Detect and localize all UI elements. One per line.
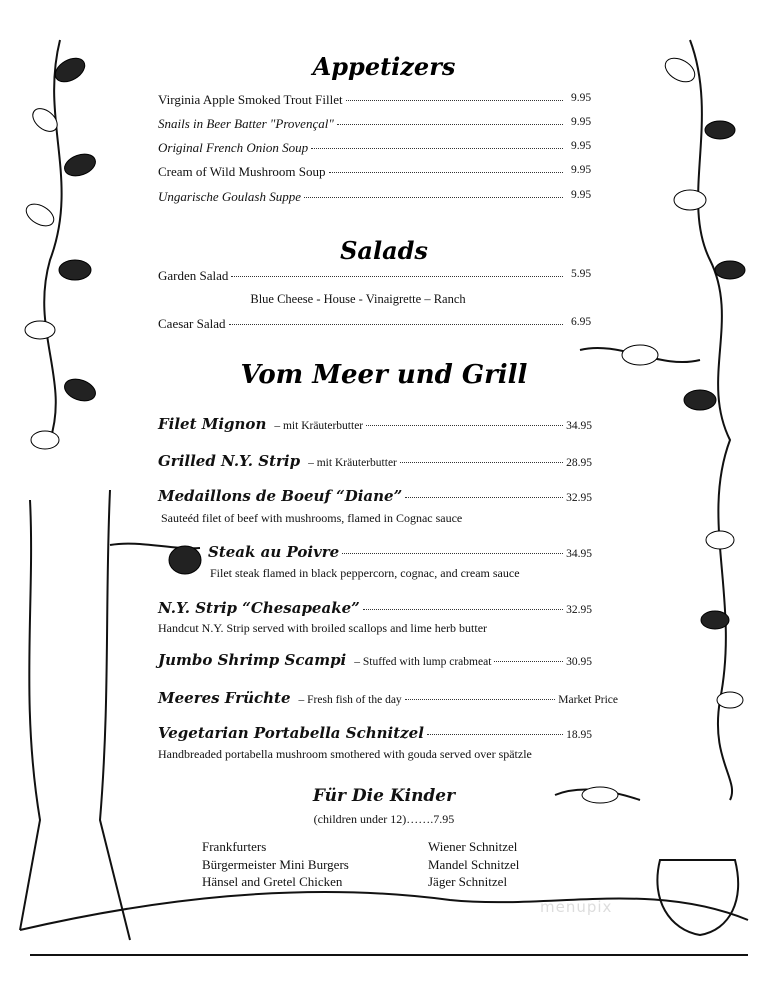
item-subtitle: – Fresh fish of the day xyxy=(298,694,402,706)
menu-item xyxy=(158,415,592,433)
item-name: Ungarische Goulash Suppe xyxy=(158,189,301,204)
item-subtitle: – mit Kräuterbutter xyxy=(308,457,397,469)
item-price: 34.95 xyxy=(566,420,592,432)
item-price: 9.95 xyxy=(571,140,592,152)
kids-menu-left xyxy=(202,838,349,891)
kids-item: Jäger Schnitzel xyxy=(428,874,508,889)
item-price: 9.95 xyxy=(571,116,592,128)
item-price: 32.95 xyxy=(566,604,592,616)
grill-heading: Vom Meer und Grill xyxy=(240,360,528,390)
kids-item: Mandel Schnitzel xyxy=(428,856,520,872)
item-name: Medaillons de Boeuf “Diane” xyxy=(158,487,403,505)
item-name: Filet Mignon xyxy=(158,415,267,433)
kids-item: Wiener Schnitzel xyxy=(428,839,518,854)
item-description: Handcut N.Y. Strip served with broiled scallops and lime herb butter xyxy=(158,621,488,635)
menu-item xyxy=(158,599,592,617)
menu-item xyxy=(158,140,566,156)
item-price: Market Price xyxy=(558,694,618,706)
item-name: Meeres Früchte xyxy=(158,689,291,707)
appetizers-heading: Appetizers xyxy=(312,52,456,81)
item-name: Jumbo Shrimp Scampi xyxy=(158,651,347,669)
menu-item xyxy=(158,724,592,742)
kids-item: Frankfurters xyxy=(202,839,267,854)
menu-item xyxy=(158,164,566,180)
menu-item xyxy=(158,316,566,332)
item-price: 5.95 xyxy=(571,268,592,280)
kids-item: Hänsel and Gretel Chicken xyxy=(202,874,343,889)
dressing-options: Blue Cheese - House - Vinaigrette – Ranch xyxy=(250,292,466,306)
menu-item xyxy=(208,543,592,561)
item-name: Garden Salad xyxy=(158,268,229,283)
kids-heading: Für Die Kinder xyxy=(312,786,456,806)
item-name: Steak au Poivre xyxy=(208,543,340,561)
item-price: 6.95 xyxy=(571,316,592,328)
item-name: Cream of Wild Mushroom Soup xyxy=(158,164,326,179)
item-name: Caesar Salad xyxy=(158,316,226,331)
item-subtitle: – mit Kräuterbutter xyxy=(274,420,364,432)
menu-item xyxy=(158,487,592,505)
item-description: Filet steak flamed in black peppercorn, cognac, and cream sauce xyxy=(210,566,520,580)
salads-heading: Salads xyxy=(340,236,428,265)
item-price: 32.95 xyxy=(566,492,592,504)
menu-item xyxy=(158,268,566,284)
menu-item xyxy=(158,116,566,132)
item-price: 34.95 xyxy=(566,548,592,560)
item-name: Original French Onion Soup xyxy=(158,140,309,155)
item-description: Sauteéd filet of beef with mushrooms, flamed in Cognac sauce xyxy=(161,511,463,525)
menu-item xyxy=(158,92,566,108)
item-description: Handbreaded portabella mushroom smothered with gouda served over spätzle xyxy=(158,747,532,761)
item-price: 9.95 xyxy=(571,92,592,104)
item-name: Vegetarian Portabella Schnitzel xyxy=(158,724,424,742)
kids-menu-right xyxy=(428,838,519,891)
item-name: Snails in Beer Batter "Provençal" xyxy=(158,116,334,131)
item-price: 9.95 xyxy=(571,164,592,176)
watermark: menupix xyxy=(540,898,613,916)
menu-item xyxy=(158,689,618,707)
menu-item xyxy=(158,651,592,669)
kids-price-note: (children under 12)…….7.95 xyxy=(313,812,455,826)
kids-item: Bürgermeister Mini Burgers xyxy=(202,856,349,872)
item-price: 28.95 xyxy=(566,457,592,469)
menu-item xyxy=(158,189,566,205)
item-name: Grilled N.Y. Strip xyxy=(158,452,301,470)
item-price: 9.95 xyxy=(571,189,592,201)
item-price: 30.95 xyxy=(566,656,592,668)
item-name: N.Y. Strip “Chesapeake” xyxy=(158,599,360,617)
menu-item xyxy=(158,452,592,470)
item-name: Virginia Apple Smoked Trout Fillet xyxy=(158,92,343,107)
item-price: 18.95 xyxy=(566,729,592,741)
item-subtitle: – Stuffed with lump crabmeat xyxy=(354,656,492,668)
